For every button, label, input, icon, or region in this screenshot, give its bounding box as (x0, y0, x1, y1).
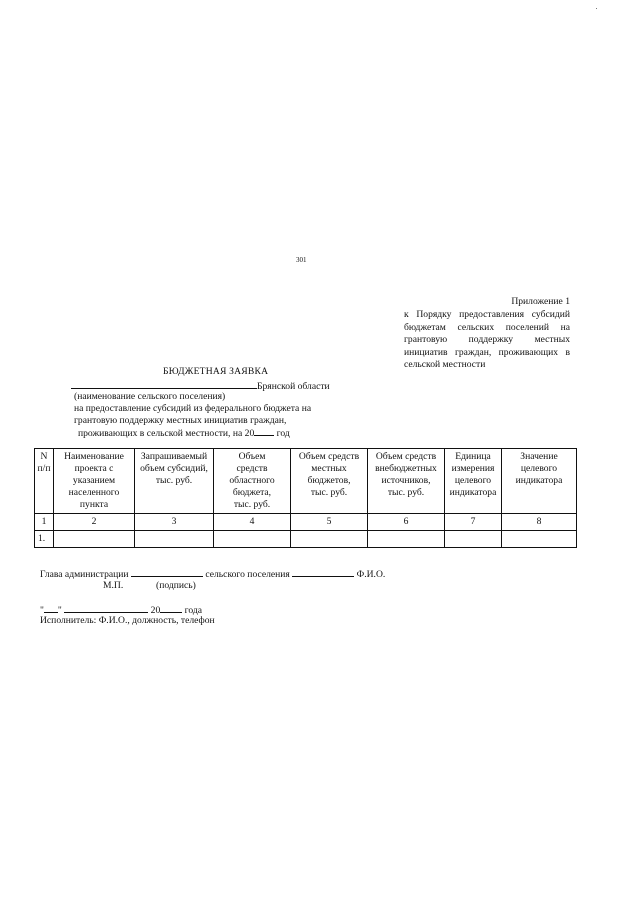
settlement-name-signature-blank (292, 567, 354, 577)
month-blank (64, 603, 148, 613)
fio-label: Ф.И.О. (356, 569, 386, 580)
date-open-quote: " (40, 605, 44, 616)
stamp-label: М.П. (103, 580, 124, 591)
table-cell (291, 531, 368, 548)
signature-line (40, 567, 385, 581)
year-blank (254, 426, 274, 436)
table-header-row (35, 449, 577, 514)
table-cell (502, 531, 577, 548)
purpose-line-3 (78, 426, 290, 440)
column-number: 3 (135, 514, 214, 531)
purpose-line-1: на предоставление субсидий из федерального бюджета на (74, 403, 312, 414)
purpose-line-2: грантовую поддержку местных инициатив граждан, (74, 415, 287, 426)
request-title: БЮДЖЕТНАЯ ЗАЯВКА (163, 366, 269, 377)
column-header: Наименование проекта с указанием населенного пункта (54, 449, 135, 514)
head-signature-blank (131, 567, 203, 577)
date-close-quote: " (57, 605, 62, 616)
column-header: Объем средств внебюджетных источников, тыс. руб. (368, 449, 445, 514)
purpose-line-3-prefix: проживающих в сельской местности, на 20 (78, 428, 255, 439)
settlement-name-blank (71, 379, 257, 389)
appendix-title: Приложение 1 (511, 296, 570, 307)
table-cell (368, 531, 445, 548)
column-header: Объем средств местных бюджетов, тыс. руб. (291, 449, 368, 514)
executor-line: Исполнитель: Ф.И.О., должность, телефон (40, 615, 215, 626)
column-header: Значение целевого индикатора (502, 449, 577, 514)
year-suffix: года (184, 605, 203, 616)
table-column-number-row (35, 514, 577, 531)
year-prefix: 20 (150, 605, 161, 616)
column-number: 8 (502, 514, 577, 531)
column-number: 6 (368, 514, 445, 531)
budget-table (34, 448, 577, 548)
table-cell-index: 1. (35, 531, 54, 548)
day-blank (44, 603, 58, 613)
column-number: 7 (445, 514, 502, 531)
table-cell (214, 531, 291, 548)
column-header: Запрашиваемый объем субсидий, тыс. руб. (135, 449, 214, 514)
column-number: 2 (54, 514, 135, 531)
table-row (35, 531, 577, 548)
column-number: 4 (214, 514, 291, 531)
column-header: Единица измерения целевого индикатора (445, 449, 502, 514)
column-number: 1 (35, 514, 54, 531)
column-header: Объем средств областного бюджета, тыс. руб. (214, 449, 291, 514)
purpose-line-3-suffix: год (276, 428, 290, 439)
region-suffix: Брянской области (257, 381, 330, 392)
table-cell (135, 531, 214, 548)
date-year-blank (160, 603, 182, 613)
settlement-label: сельского поселения (205, 569, 290, 580)
column-number: 5 (291, 514, 368, 531)
signature-hint: (подпись) (156, 580, 196, 591)
page-number: 301 (296, 256, 307, 264)
head-label: Глава администрации (40, 569, 129, 580)
settlement-hint: (наименование сельского поселения) (74, 391, 226, 402)
column-header: N п/п (35, 449, 54, 514)
table-cell (445, 531, 502, 548)
appendix-block (404, 296, 570, 372)
appendix-body: к Порядку предоставления субсидий бюджетам сельских поселений на грантовую поддержку местных инициатив граждан, проживающих в сельской местности (404, 309, 570, 370)
scan-artifact-dot (596, 8, 597, 9)
table-cell (54, 531, 135, 548)
